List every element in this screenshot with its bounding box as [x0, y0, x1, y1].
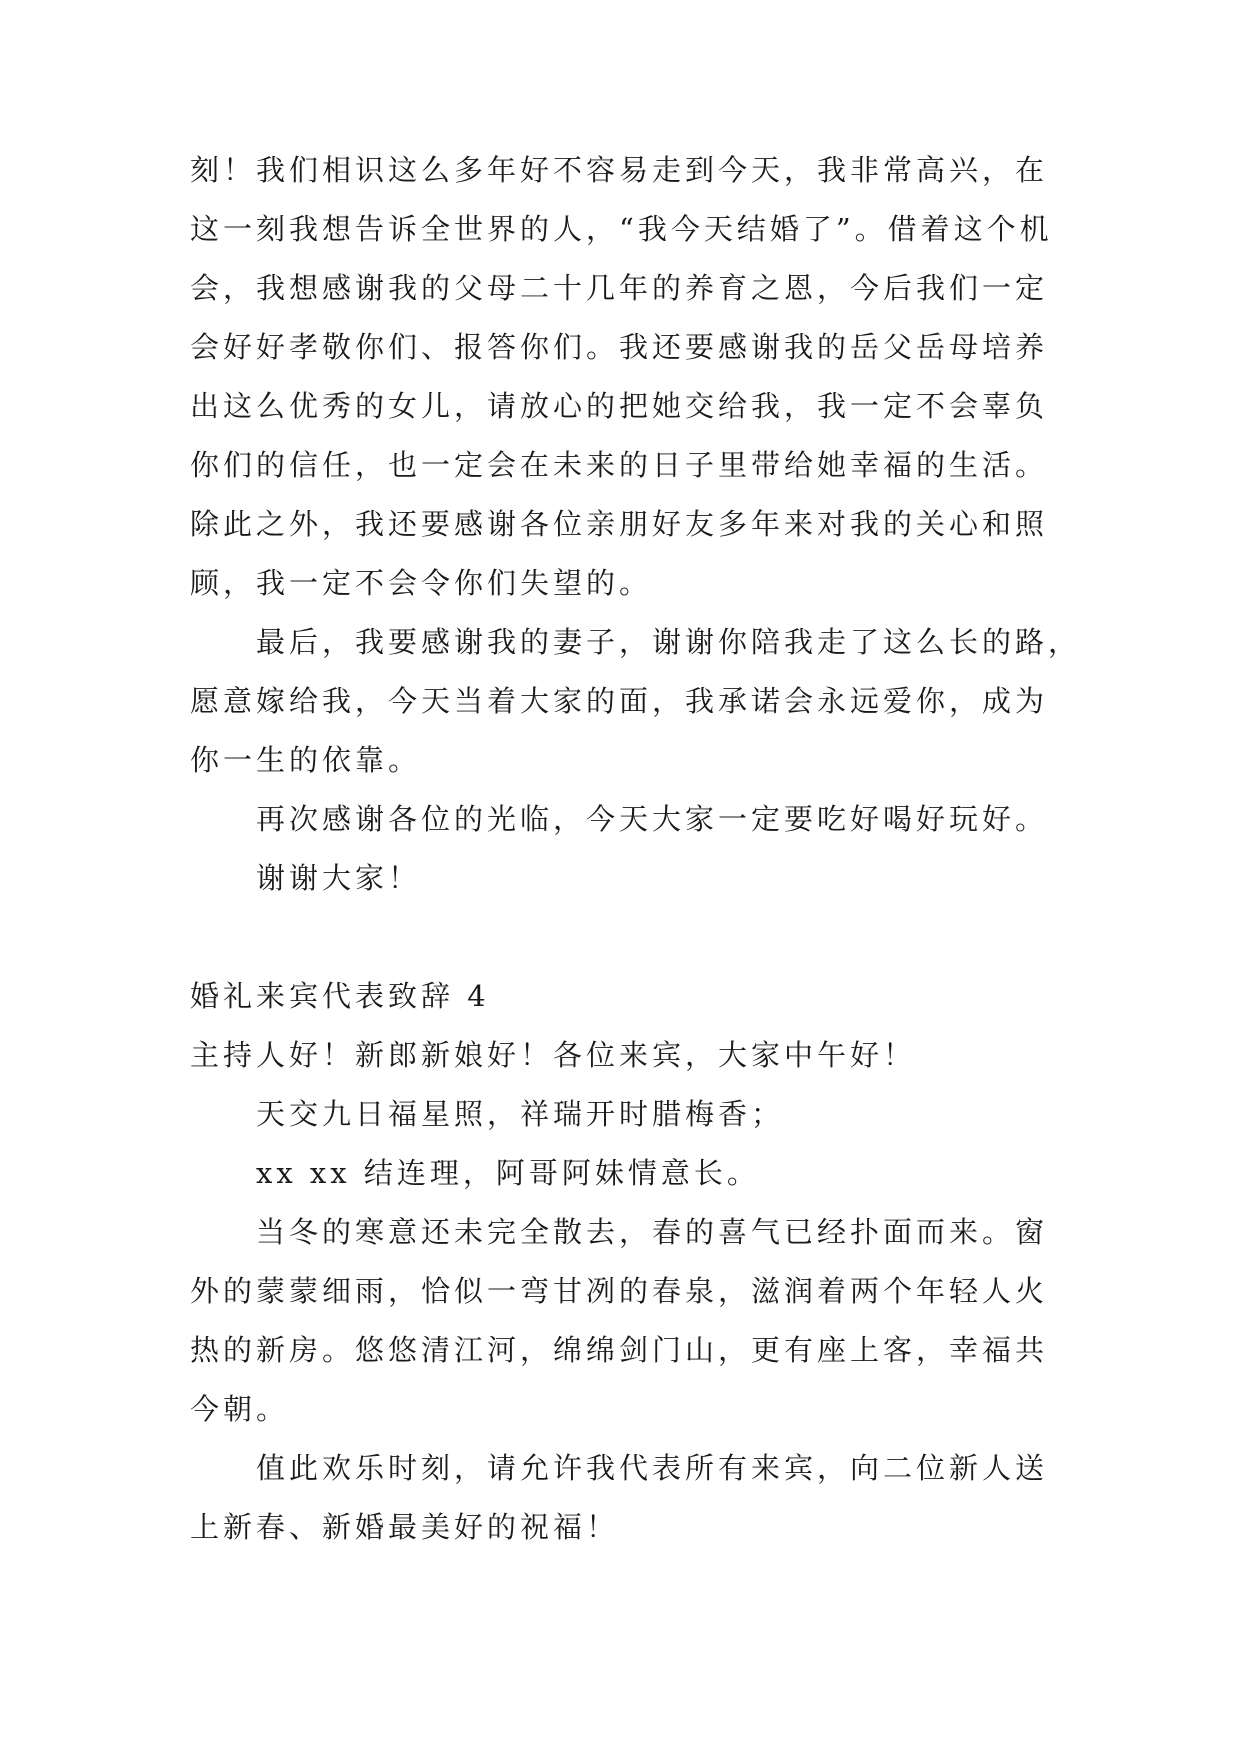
paragraph-line: 再次感谢各位的光临，今天大家一定要吃好喝好玩好。: [256, 802, 1049, 836]
paragraph-line: xx xx 结连理，阿哥阿妹情意长。: [256, 1156, 760, 1190]
paragraph-line: 会好好孝敬你们、报答你们。我还要感谢我的岳父岳母培养: [190, 330, 1049, 364]
paragraph-line: 外的蒙蒙细雨，恰似一弯甘冽的春泉，滋润着两个年轻人火: [190, 1274, 1049, 1308]
paragraph-line: 你一生的依靠。: [190, 743, 422, 777]
section-title: 婚礼来宾代表致辞 4: [190, 979, 490, 1013]
paragraph-line: 刻！我们相识这么多年好不容易走到今天，我非常高兴，在: [190, 153, 1049, 187]
paragraph-line: 谢谢大家！: [256, 861, 422, 895]
paragraph-line: 出这么优秀的女儿，请放心的把她交给我，我一定不会辜负: [190, 389, 1049, 423]
paragraph-line: 天交九日福星照，祥瑞开时腊梅香；: [256, 1097, 785, 1131]
paragraph-line: 主持人好！新郎新娘好！各位来宾，大家中午好！: [190, 1038, 917, 1072]
paragraph-line: 当冬的寒意还未完全散去，春的喜气已经扑面而来。窗: [256, 1215, 1049, 1249]
paragraph-line: 除此之外，我还要感谢各位亲朋好友多年来对我的关心和照: [190, 507, 1049, 541]
paragraph-line: 今朝。: [190, 1392, 290, 1426]
paragraph-line: 最后，我要感谢我的妻子，谢谢你陪我走了这么长的路，: [256, 625, 1082, 659]
paragraph-line: 你们的信任，也一定会在未来的日子里带给她幸福的生活。: [190, 448, 1049, 482]
paragraph-line: 热的新房。悠悠清江河，绵绵剑门山，更有座上客，幸福共: [190, 1333, 1049, 1367]
paragraph-line: 会，我想感谢我的父母二十几年的养育之恩，今后我们一定: [190, 271, 1049, 305]
paragraph-line: 值此欢乐时刻，请允许我代表所有来宾，向二位新人送: [256, 1451, 1049, 1485]
paragraph-line: 愿意嫁给我，今天当着大家的面，我承诺会永远爱你，成为: [190, 684, 1049, 718]
paragraph-line: 上新春、新婚最美好的祝福！: [190, 1510, 620, 1544]
paragraph-line: 顾，我一定不会令你们失望的。: [190, 566, 653, 600]
paragraph-line: 这一刻我想告诉全世界的人，“我今天结婚了”。借着这个机: [190, 212, 1053, 246]
